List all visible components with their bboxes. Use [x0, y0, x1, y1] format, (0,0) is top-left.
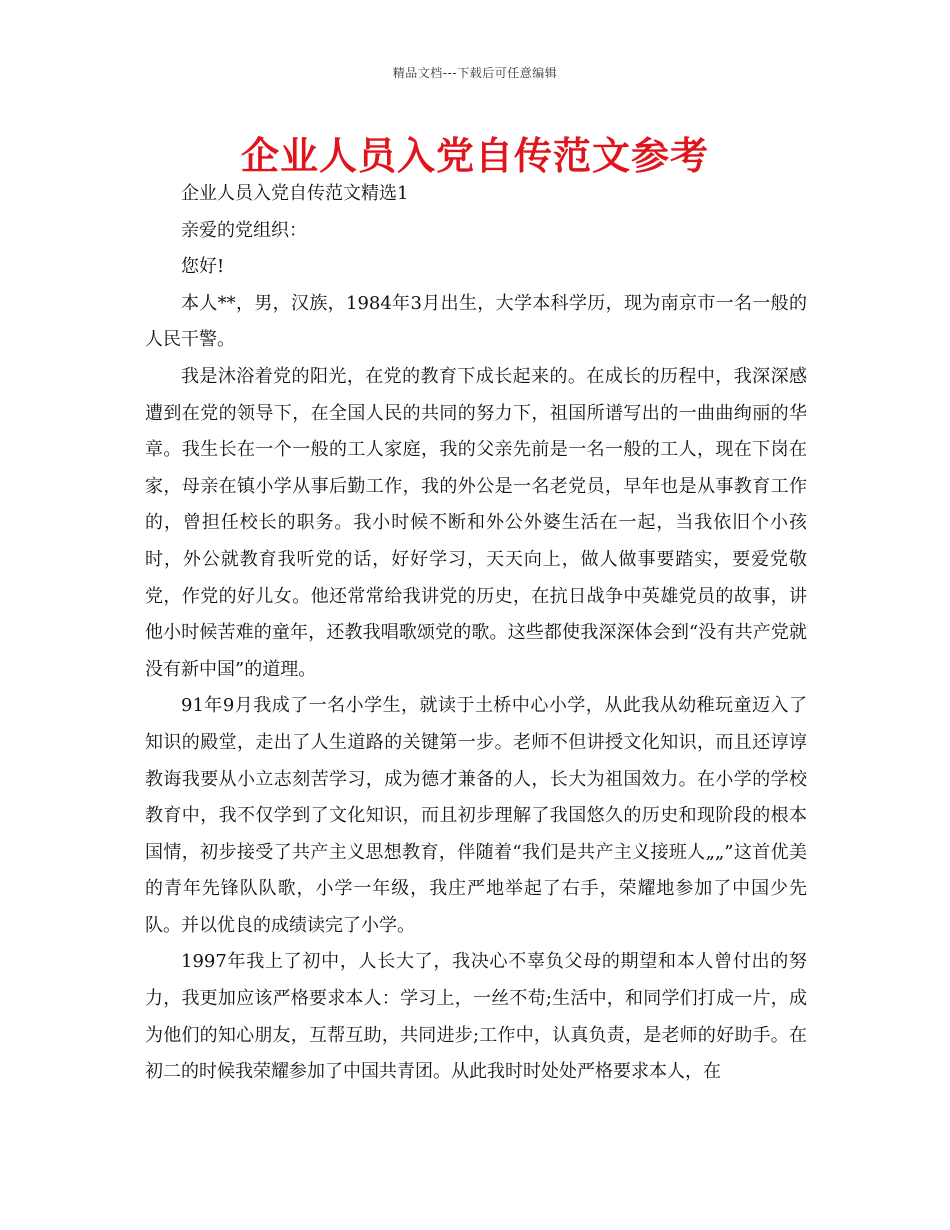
paragraph-subtitle: 企业人员入党自传范文精选1	[181, 183, 409, 204]
document-body	[145, 176, 807, 1091]
paragraph-salutation: 亲爱的党组织：	[181, 219, 307, 241]
paragraph-middle-school: 1997年我上了初中，人长大了，我决心不辜负父母的期望和本人曾付出的努力，我更加应该严格要求本人：学习上，一丝不苟;生活中，和同学们打成一片，成为他们的知心朋友，互帮互助，共同进步;工作中，认真负责，是老师的好助手。在初二的时候我荣耀参加了中国共青团。从此我时时处处严格要求本人，在	[145, 951, 807, 1083]
paragraph-childhood: 我是沐浴着党的阳光，在党的教育下成长起来的。在成长的历程中，我深深感遭到在党的领导下，在全国人民的共同的努力下，祖国所谱写出的一曲曲绚丽的华章。我生长在一个一般的工人家庭，我的父亲先前是一名一般的工人，现在下岗在家，母亲在镇小学从事后勤工作，我的外公是一名老党员，早年也是从事教育工作的，曾担任校长的职务。我小时候不断和外公外婆生活在一起，当我依旧个小孩时，外公就教育我听党的话，好好学习，天天向上，做人做事要踏实，要爱党敬党，作党的好儿女。他还常常给我讲党的历史，在抗日战争中英雄党员的故事，讲他小时候苦难的童年，还教我唱歌颂党的歌。这些都使我深深体会到“没有共产党就没有新中国”的道理。	[145, 365, 807, 680]
header-note: 精品文档---下载后可任意编辑	[392, 66, 558, 80]
document-title: 企业人员入党自传范文参考	[240, 134, 709, 178]
paragraph-intro: 本人**，男，汉族，1984年3月出生，大学本科学历，现为南京市一名一般的人民干警。	[145, 292, 807, 351]
paragraph-primary-school: 91年9月我成了一名小学生，就读于土桥中心小学，从此我从幼稚玩童迈入了知识的殿堂，走出了人生道路的关键第一步。老师不但讲授文化知识，而且还谆谆教诲我要从小立志刻苦学习，成为德才兼备的人，长大为祖国效力。在小学的学校教育中，我不仅学到了文化知识，而且初步理解了我国悠久的历史和现阶段的根本国情，初步接受了共产主义思想教育，伴随着“我们是共产主义接班人„„”这首优美的青年先锋队队歌，小学一年级，我庄严地举起了右手，荣耀地参加了中国少先队。并以优良的成绩读完了小学。	[145, 695, 807, 936]
paragraph-greeting: 您好!	[181, 256, 225, 278]
